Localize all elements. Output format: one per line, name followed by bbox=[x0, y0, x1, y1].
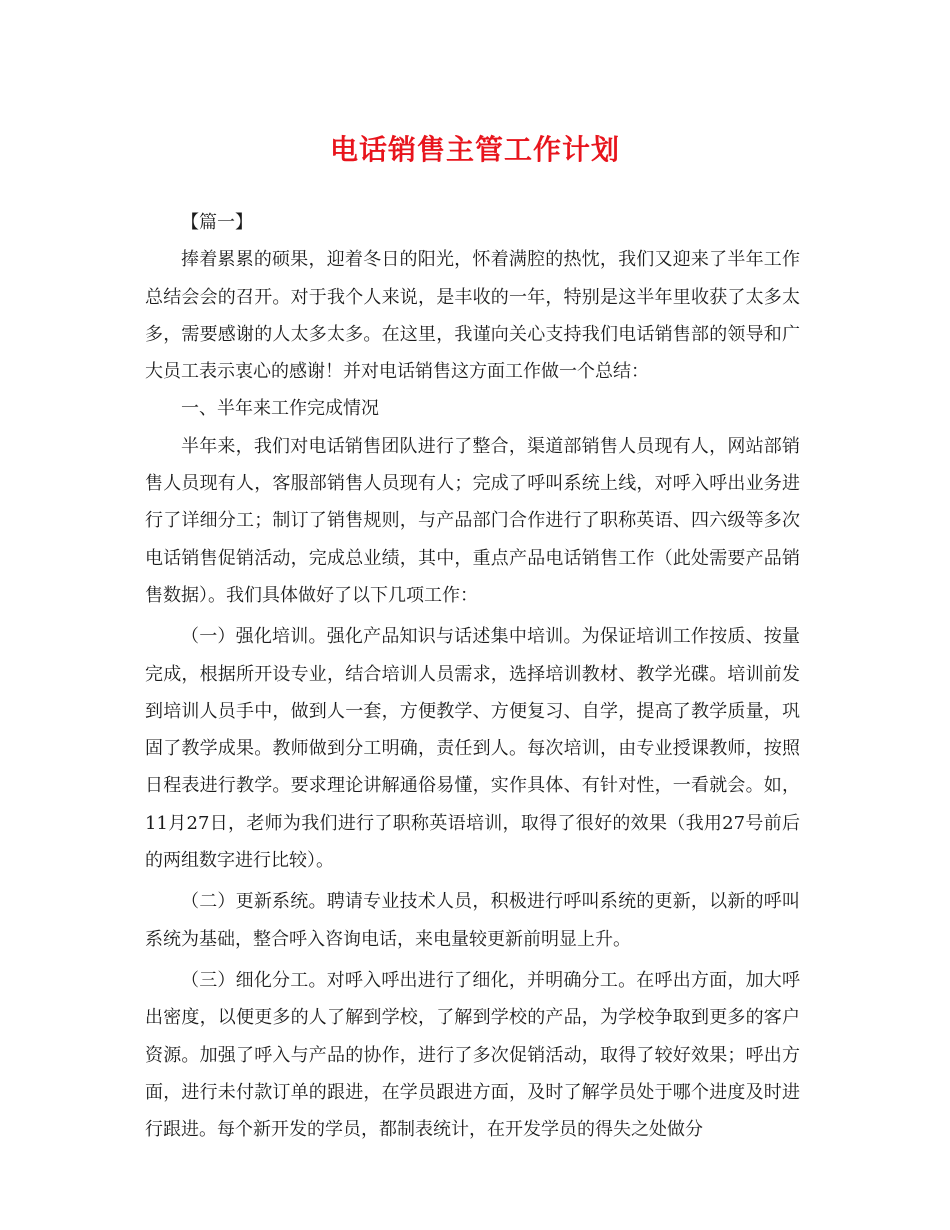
paragraph: 半年来，我们对电话销售团队进行了整合，渠道部销售人员现有人，网站部销售人员现有人，客服部销售人员现有人；完成了呼叫系统上线，对呼入呼出业务进行了详细分工；制订了销售规则，与产品部门合作进行了职称英语、四六级等多次电话销售促销活动，完成总业绩，其中，重点产品电话销售工作（此处需要产品销售数据）。我们具体做好了以下几项工作： bbox=[145, 435, 800, 606]
document-title: 电话销售主管工作计划 bbox=[329, 133, 620, 166]
section-heading: 一、半年来工作完成情况 bbox=[181, 398, 379, 420]
section-label: 【篇一】 bbox=[181, 212, 253, 233]
paragraph: （一）强化培训。强化产品知识与话述集中培训。为保证培训工作按质、按量完成，根据所开设专业，结合培训人员需求，选择培训教材、教学光碟。培训前发到培训人员手中，做到人一套，方便教学、方便复习、自学，提高了教学质量，巩固了教学成果。教师做到分工明确，责任到人。每次培训，由专业授课教师，按照日程表进行教学。要求理论讲解通俗易懂，实作具体、有针对性，一看就会。如，11月27日，老师为我们进行了职称英语培训，取得了很好的效果（我用27号前后的两组数字进行比较）。 bbox=[145, 626, 800, 872]
paragraph: （二）更新系统。聘请专业技术人员，积极进行呼叫系统的更新，以新的呼叫系统为基础，整合呼入咨询电话，来电量较更新前明显上升。 bbox=[145, 891, 800, 950]
document-body bbox=[145, 204, 800, 1148]
paragraph: （三）细化分工。对呼入呼出进行了细化，并明确分工。在呼出方面，加大呼出密度，以便更多的人了解到学校，了解到学校的产品，为学校争取到更多的客户资源。加强了呼入与产品的协作，进行了多次促销活动，取得了较好效果；呼出方面，进行未付款订单的跟进，在学员跟进方面，及时了解学员处于哪个进度及时进行跟进。每个新开发的学员，都制表统计，在开发学员的得失之处做分 bbox=[145, 969, 800, 1141]
paragraph: 捧着累累的硕果，迎着冬日的阳光，怀着满腔的热忱，我们又迎来了半年工作总结会会的召开。对于我个人来说，是丰收的一年，特别是这半年里收获了太多太多，需要感谢的人太多太多。在这里，我谨向关心支持我们电话销售部的领导和广大员工表示衷心的感谢！并对电话销售这方面工作做一个总结： bbox=[145, 249, 800, 383]
